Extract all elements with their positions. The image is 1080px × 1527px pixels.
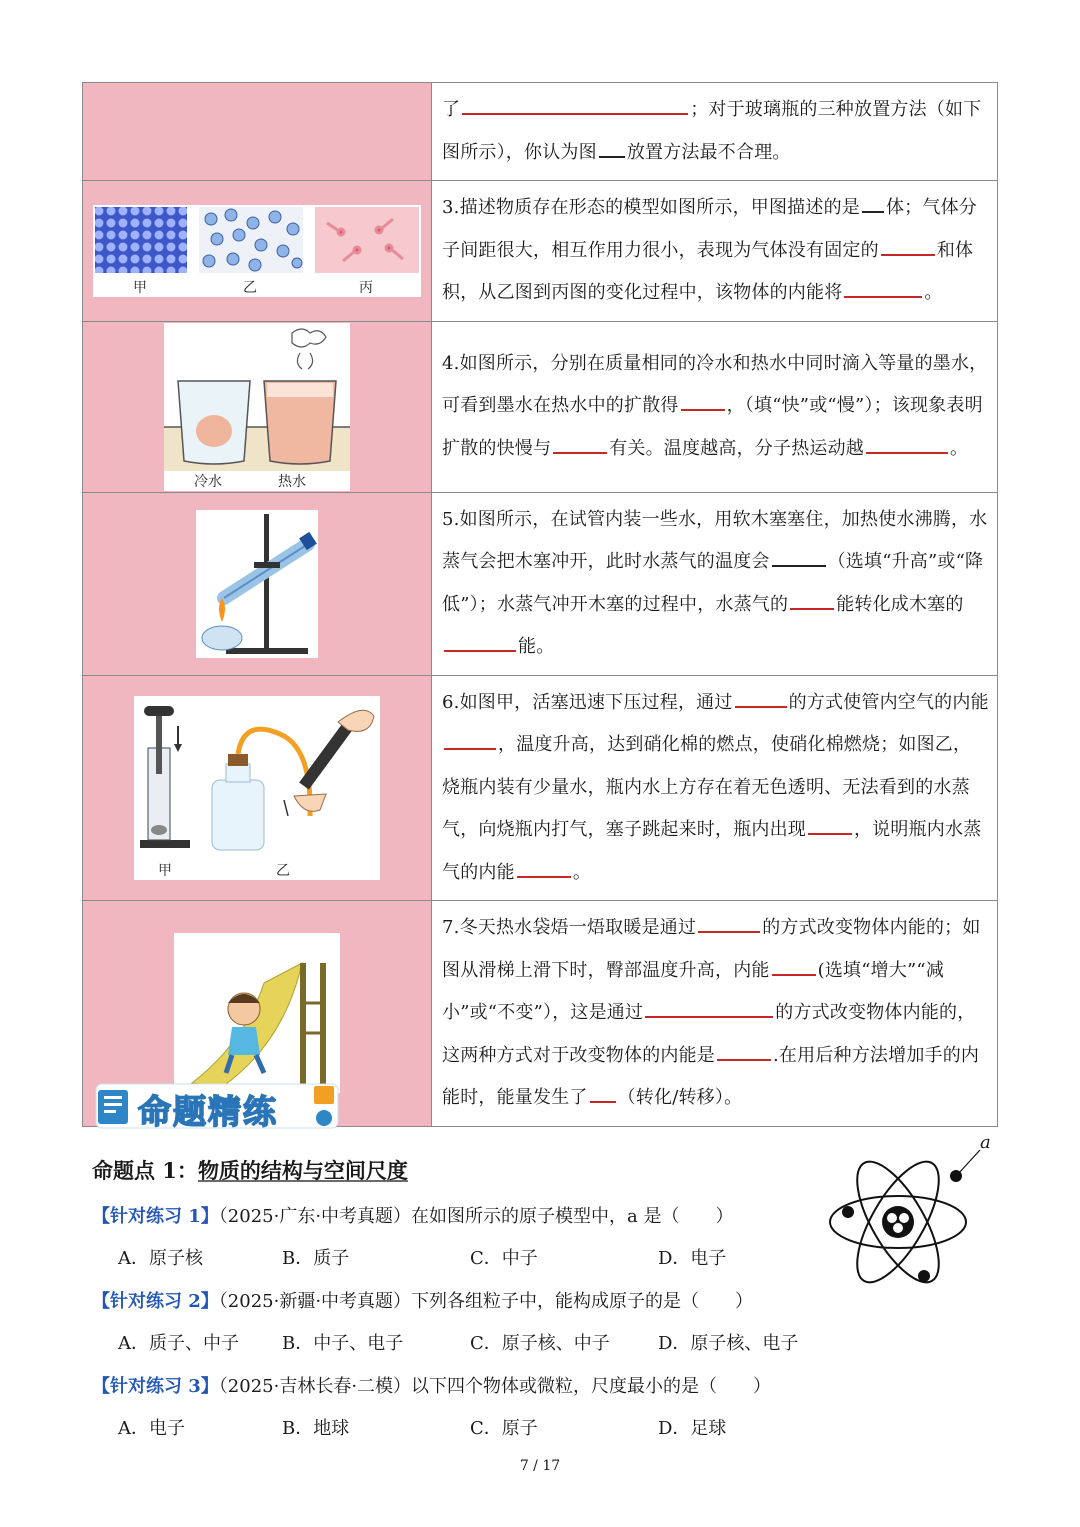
question-text <box>432 492 998 675</box>
question-text <box>432 321 998 492</box>
answer-blank <box>717 1041 771 1061</box>
question-text <box>432 83 998 181</box>
text-segment: （选填“升高”或“降低”）；水蒸气冲开木塞的过程中，水蒸气的 <box>442 551 984 615</box>
practice-question-1 <box>92 1202 734 1228</box>
option-d: D．原子核、电子 <box>658 1333 799 1354</box>
table-row <box>83 181 998 322</box>
text-segment: 和体积，从乙图到丙图的变化过程中，该物体的内能将 <box>442 239 974 303</box>
option-b: B．地球 <box>282 1418 350 1439</box>
answer-blank <box>772 956 816 976</box>
figure-label: 热水 <box>278 473 306 490</box>
answer-blank <box>444 632 516 652</box>
text-segment: 的方式改变物体内能的；如图从滑梯上滑下时，臀部温度升高，内能 <box>442 917 981 981</box>
practice-tag: 【针对练习 2】 <box>92 1291 219 1312</box>
piston-flask-figure <box>134 696 380 880</box>
section-banner <box>92 1078 342 1134</box>
practice-tag: 【针对练习 1】 <box>92 1206 219 1227</box>
option-c: C．中子 <box>470 1248 538 1269</box>
practice-tag: 【针对练习 3】 <box>92 1376 219 1397</box>
figure-cell <box>83 675 432 901</box>
table-row <box>83 321 998 492</box>
text-segment: 5.如图所示，在试管内装一些水，用软木塞塞住，加热使水沸腾，水蒸气会把木塞冲开，此时水蒸气的温度会 <box>442 508 988 572</box>
nucleus <box>882 1206 914 1238</box>
question-table <box>82 82 998 1127</box>
text-segment: ，（填“快”或“慢”）；该现象表明扩散的快慢与 <box>442 395 983 459</box>
answer-blank <box>866 434 948 454</box>
answer-blank <box>553 434 607 454</box>
atom-label-a: a <box>980 1132 991 1153</box>
table-row <box>83 83 998 181</box>
text-segment: 。 <box>924 282 943 303</box>
option-a: A．原子核 <box>118 1248 203 1269</box>
text-segment: 的方式使管内空气的内能 <box>788 691 989 713</box>
text-segment: 7.冬天热水袋焐一焐取暖是通过 <box>442 917 697 938</box>
answer-blank <box>808 815 852 835</box>
electron <box>918 1270 930 1282</box>
text-segment: 体；气体分子间距很大，相互作用力很小，表现为气体没有固定的 <box>442 197 977 261</box>
option-a: A．质子、中子 <box>118 1333 239 1354</box>
text-segment: 的方式改变物体内能的，这两种方式对于改变物体的内能是 <box>442 1002 976 1066</box>
text-segment: 。 <box>950 437 969 459</box>
answer-blank <box>844 278 922 298</box>
figure-cell <box>83 492 432 675</box>
figure-label: 冷水 <box>194 473 222 490</box>
text-segment: 4.如图所示，分别在质量相同的冷水和热水中同时滴入等量的墨水，可看到墨水在热水中的扩散得 <box>442 352 988 417</box>
text-segment: 能转化成木塞的 <box>836 593 964 615</box>
text-segment: 了 <box>442 99 461 120</box>
text-segment: 6.如图甲，活塞迅速下压过程，通过 <box>442 691 733 713</box>
electron <box>842 1206 854 1218</box>
answer-blank <box>444 730 496 750</box>
answer-blank <box>862 193 884 213</box>
practice-stem: （2025·新疆·中考真题）下列各组粒子中，能构成原子的是（ ） <box>218 1291 754 1312</box>
answer-blank <box>645 998 773 1018</box>
solid-model <box>95 207 187 273</box>
answer-blank <box>881 236 935 256</box>
figure-label: 丙 <box>359 279 373 296</box>
practice-question-3 <box>92 1372 771 1398</box>
text-segment: ，温度升高，达到硝化棉的燃点，使硝化棉燃烧；如图乙，烧瓶内装有少量水，瓶内水上方存在着无色透明、无法看到的水蒸气，向烧瓶内打气，塞子跳起来时，瓶内出现 <box>442 734 972 840</box>
text-segment: 有关。温度越高，分子热运动越 <box>609 437 865 459</box>
option-d: D．电子 <box>658 1248 727 1269</box>
text-segment: .在用后种方法增加手的内能时，能量发生了 <box>442 1044 980 1108</box>
banner-title: 命题精练 <box>138 1092 278 1131</box>
answer-blank <box>681 391 725 411</box>
answer-blank <box>462 95 688 115</box>
question-text <box>432 181 998 322</box>
text-segment: (选填“增大”“减小”或“不变”），这是通过 <box>442 959 945 1023</box>
test-tube-heating-figure <box>196 510 318 658</box>
topic-title: 物质的结构与空间尺度 <box>197 1158 408 1183</box>
gas-model <box>315 207 419 273</box>
text-segment: 。 <box>572 861 592 883</box>
table-row <box>83 492 998 675</box>
practice-question-2 <box>92 1287 753 1313</box>
practice-stem: （2025·吉林长春·二模）以下四个物体或微粒，尺度最小的是（ ） <box>218 1376 772 1397</box>
topic-prefix: 命题点 1： <box>92 1158 198 1183</box>
answer-blank <box>590 1083 616 1103</box>
practice-stem: （2025·广东·中考真题）在如图所示的原子模型中，a 是（ ） <box>218 1206 734 1227</box>
option-b: B．中子、电子 <box>282 1333 404 1354</box>
figure-label: 乙 <box>276 862 290 879</box>
figure-cell <box>83 321 432 492</box>
option-c: C．原子 <box>470 1418 538 1439</box>
answer-blank <box>698 913 760 933</box>
text-segment: 放置方法最不合理。 <box>626 141 791 163</box>
question-text <box>432 675 998 901</box>
slide-figure <box>174 933 340 1093</box>
option-c: C．原子核、中子 <box>470 1333 610 1354</box>
figure-cell <box>83 181 432 322</box>
text-segment: （转化/转移）。 <box>617 1087 743 1108</box>
text-segment: ，说明瓶内水蒸气的内能 <box>442 819 982 883</box>
ink-diffusion-figure <box>164 323 350 491</box>
answer-blank <box>599 138 625 158</box>
page-number: 7 / 17 <box>519 1458 561 1474</box>
answer-blank <box>735 688 787 708</box>
figure-label: 乙 <box>243 279 257 296</box>
text-segment: 3.描述物质存在形态的模型如图所示，甲图描述的是 <box>442 197 860 218</box>
figure-label: 甲 <box>158 862 172 879</box>
table-row <box>83 675 998 901</box>
answer-blank <box>517 858 571 878</box>
question-text <box>432 901 998 1127</box>
figure-cell <box>83 83 432 181</box>
option-b: B．质子 <box>282 1248 350 1269</box>
matter-states-figure <box>93 205 421 297</box>
option-d: D．足球 <box>658 1418 727 1439</box>
text-segment: 能。 <box>518 636 555 657</box>
answer-blank <box>790 590 834 610</box>
topic-heading <box>92 1155 408 1185</box>
option-a: A．电子 <box>118 1418 185 1439</box>
text-segment: ；对于玻璃瓶的三种放置方法（如下图所示），你认为图 <box>442 99 982 163</box>
atom-model-figure <box>826 1132 998 1298</box>
answer-blank <box>772 547 826 567</box>
figure-label: 甲 <box>133 279 147 296</box>
